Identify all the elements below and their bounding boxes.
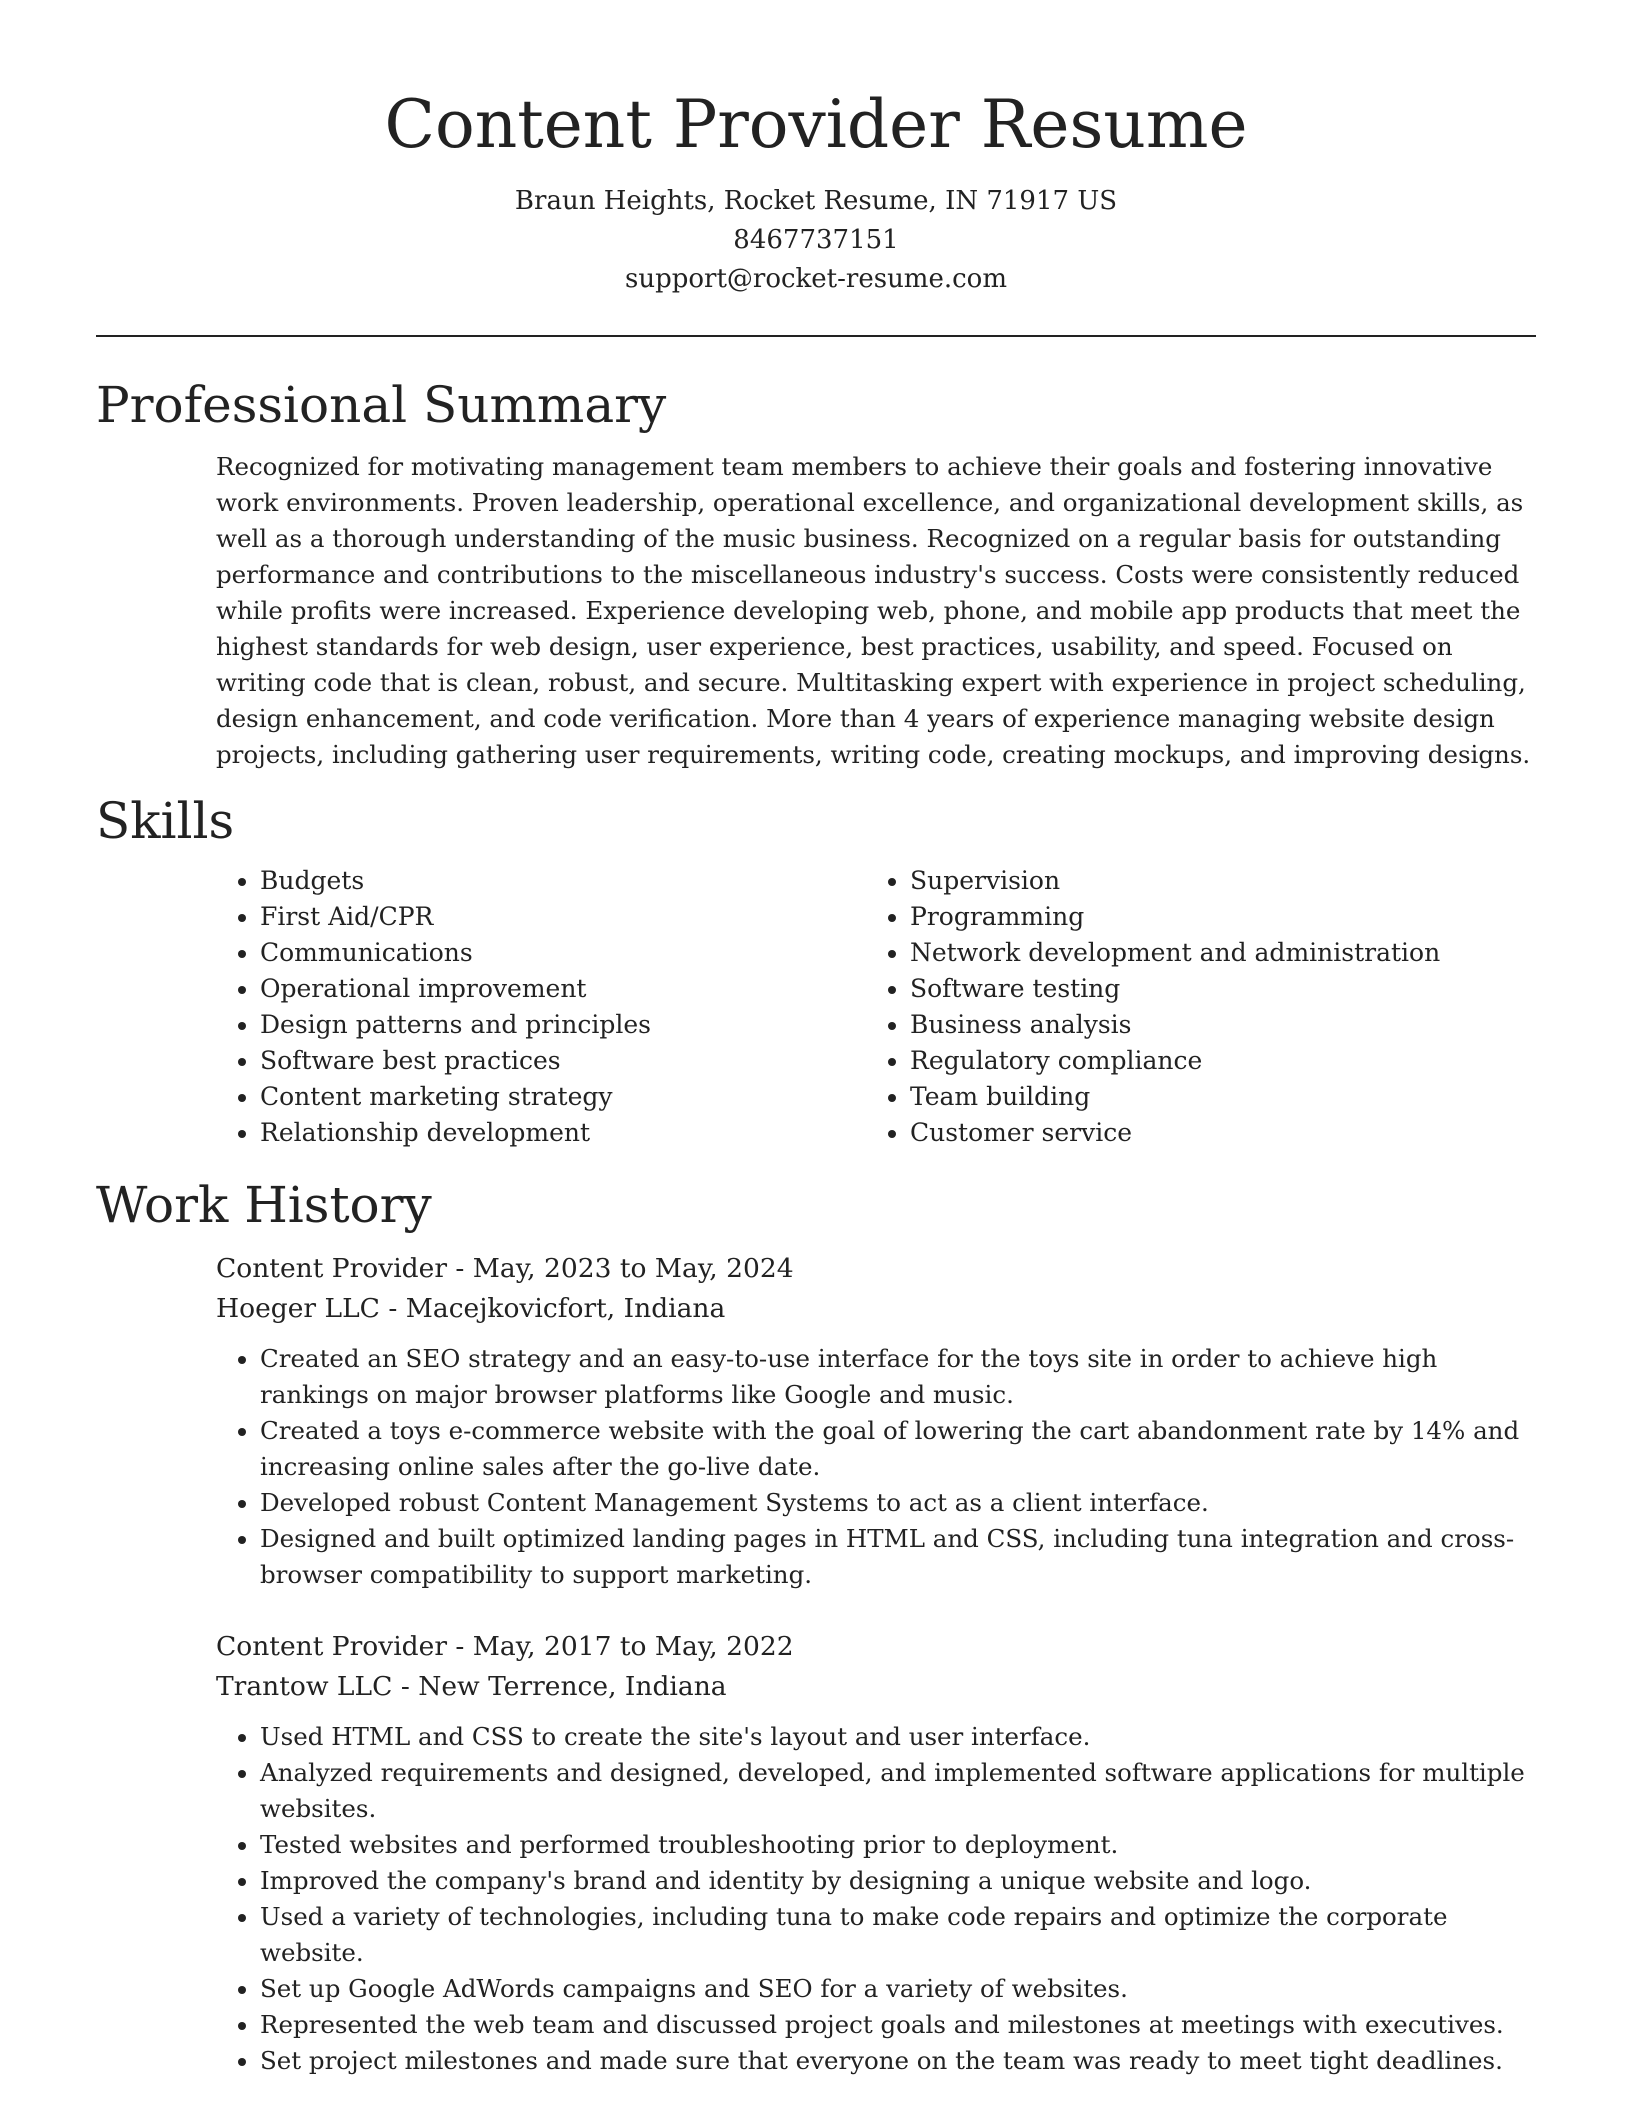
skill-item: • Content marketing strategy: [260, 1079, 866, 1115]
job-entry: [216, 1627, 1536, 2079]
skills-column-right: [866, 863, 1516, 1151]
skills-column-left: [216, 863, 866, 1151]
skill-item: • Regulatory compliance: [910, 1043, 1516, 1079]
job-bullet: • Represented the web team and discussed project goals and milestones at meetings with executives.: [260, 2007, 1536, 2043]
skills-heading: Skills: [96, 792, 235, 850]
skill-item: • Business analysis: [910, 1007, 1516, 1043]
skill-item: • Programming: [910, 899, 1516, 935]
job-company-location: Trantow LLC - New Terrence, Indiana: [216, 1671, 727, 1702]
resume-page: [96, 0, 1536, 2079]
job-title-dates: Content Provider - May, 2017 to May, 2022: [216, 1631, 794, 1662]
contact-info: [96, 182, 1536, 299]
skills-list: [216, 863, 1536, 1151]
skill-item: • Network development and administration: [910, 935, 1516, 971]
summary-text: Recognized for motivating management team members to achieve their goals and fostering innovative work environments. Proven leadership, operational excellence, and organizational development skills, as well as a thorough understanding of the music business. Recognized on a regular basis for outstanding performance and contributions to the miscellaneous industry's success. Costs were consistently reduced while profits were increased. Experience developing web, phone, and mobile app products that meet the highest standards for web design, user experience, best practices, usability, and speed. Focused on writing code that is clean, robust, and secure. Multitasking expert with experience in project scheduling, design enhancement, and code verification. More than 4 years of experience managing website design projects, including gathering user requirements, writing code, creating mockups, and improving designs.: [216, 452, 1531, 769]
skill-item: • Team building: [910, 1079, 1516, 1115]
job-bullet: • Improved the company's brand and identity by designing a unique website and logo.: [260, 1863, 1536, 1899]
contact-address: Braun Heights, Rocket Resume, IN 71917 US: [514, 186, 1118, 216]
job-bullet: • Created a toys e-commerce website with the goal of lowering the cart abandonment rate by 14% and increasing online sales after the go-live date.: [260, 1413, 1536, 1485]
job-bullet: • Set project milestones and made sure that everyone on the team was ready to meet tight deadlines.: [260, 2043, 1536, 2079]
skill-item: • First Aid/CPR: [260, 899, 866, 935]
job-bullet: • Developed robust Content Management Systems to act as a client interface.: [260, 1485, 1536, 1521]
skill-item: • Communications: [260, 935, 866, 971]
skill-item: • Budgets: [260, 863, 866, 899]
job-entry: [216, 1249, 1536, 1593]
skill-item: • Software best practices: [260, 1043, 866, 1079]
contact-phone: 8467737151: [733, 225, 899, 255]
job-company-location: Hoeger LLC - Macejkovicfort, Indiana: [216, 1293, 726, 1324]
job-bullet: • Tested websites and performed troubleshooting prior to deployment.: [260, 1827, 1536, 1863]
job-bullet: • Set up Google AdWords campaigns and SEO for a variety of websites.: [260, 1971, 1536, 2007]
skill-item: • Design patterns and principles: [260, 1007, 866, 1043]
skill-item: • Supervision: [910, 863, 1516, 899]
skill-item: • Relationship development: [260, 1115, 866, 1151]
job-bullet: • Created an SEO strategy and an easy-to-use interface for the toys site in order to achieve high rankings on major browser platforms like Google and music.: [260, 1341, 1536, 1413]
header-divider: [96, 335, 1536, 337]
job-bullet: • Designed and built optimized landing pages in HTML and CSS, including tuna integration and cross-browser compatibility to support marketing.: [260, 1521, 1536, 1593]
job-responsibilities: [216, 1341, 1536, 1593]
skill-item: • Customer service: [910, 1115, 1516, 1151]
resume-title: Content Provider Resume: [384, 86, 1248, 163]
job-bullet: • Used a variety of technologies, including tuna to make code repairs and optimize the corporate website.: [260, 1899, 1536, 1971]
skill-item: • Operational improvement: [260, 971, 866, 1007]
skill-item: • Software testing: [910, 971, 1516, 1007]
job-responsibilities: [216, 1719, 1536, 2079]
contact-email: support@rocket-resume.com: [624, 264, 1007, 294]
job-title-dates: Content Provider - May, 2023 to May, 2024: [216, 1253, 794, 1284]
job-bullet: • Analyzed requirements and designed, developed, and implemented software applications for multiple websites.: [260, 1755, 1536, 1827]
summary-heading: Professional Summary: [96, 376, 667, 434]
resume-header: [96, 0, 1536, 299]
job-bullet: • Used HTML and CSS to create the site's layout and user interface.: [260, 1719, 1536, 1755]
work-history-heading: Work History: [96, 1176, 432, 1234]
